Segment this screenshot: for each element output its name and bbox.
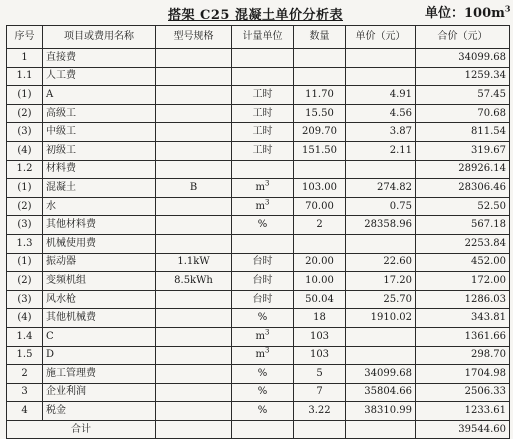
cell-price: 35804.66: [346, 383, 416, 402]
cell-no: (3): [7, 290, 43, 309]
cell-qty: 151.50: [294, 141, 346, 160]
cell-qty: 103.00: [294, 179, 346, 198]
table-row: [7, 309, 510, 328]
cell-name: A: [43, 86, 156, 105]
cell-unit: [232, 272, 294, 291]
table-row: [7, 346, 510, 365]
cell-total: 298.70: [416, 346, 510, 365]
cell-spec: [156, 290, 232, 309]
cell-name: 企业利润: [43, 383, 156, 402]
cell-spec: [156, 141, 232, 160]
cell-unit: [232, 67, 294, 86]
cell-name: C: [43, 327, 156, 346]
cell-spec: [156, 67, 232, 86]
cell-name: 初级工: [43, 141, 156, 160]
cell-unit: [232, 253, 294, 272]
cell-price: 28358.96: [346, 216, 416, 235]
cell-unit: [232, 49, 294, 68]
cell-no: 3: [7, 383, 43, 402]
cell-spec: [156, 383, 232, 402]
cell-total: 1259.34: [416, 67, 510, 86]
table-row: [7, 141, 510, 160]
cell-total: 28306.46: [416, 179, 510, 198]
unit-text: %: [257, 405, 268, 417]
cell-name: 人工费: [43, 67, 156, 86]
cell-name: 施工管理费: [43, 365, 156, 384]
unit-superscript: 3: [265, 179, 270, 188]
cell-unit: [232, 309, 294, 328]
cell-price: 3.87: [346, 123, 416, 142]
footer-total: 39544.60: [416, 420, 510, 439]
cell-spec: [156, 309, 232, 328]
cell-qty: 7: [294, 383, 346, 402]
cell-no: (4): [7, 141, 43, 160]
cell-unit: [232, 365, 294, 384]
cell-unit: [232, 160, 294, 179]
table-title: 搭架 C25 混凝土单价分析表: [168, 8, 343, 23]
cell-unit: [232, 327, 294, 346]
cell-price: [346, 346, 416, 365]
cell-unit: [232, 216, 294, 235]
cell-qty: 18: [294, 309, 346, 328]
cell-spec: [156, 365, 232, 384]
table-row: [7, 123, 510, 142]
cell-price: [346, 160, 416, 179]
cell-spec: B: [156, 179, 232, 198]
cell-name: 机械使用费: [43, 234, 156, 253]
col-header-price: 单价（元）: [346, 26, 416, 49]
table-row: [7, 383, 510, 402]
table-body: [7, 49, 510, 421]
cell-name: 振动器: [43, 253, 156, 272]
cell-total: 34099.68: [416, 49, 510, 68]
unit-text: m: [255, 181, 265, 193]
unit-text: 工时: [252, 107, 273, 119]
cell-price: 2.11: [346, 141, 416, 160]
col-header-unit: 计量单位: [232, 26, 294, 49]
table-row: [7, 365, 510, 384]
cell-spec: [156, 197, 232, 216]
cell-unit: [232, 197, 294, 216]
col-header-qty: 数量: [294, 26, 346, 49]
unit-text: m: [255, 200, 265, 212]
cell-no: 1.1: [7, 67, 43, 86]
cell-price: 38310.99: [346, 402, 416, 421]
cell-no: 1.4: [7, 327, 43, 346]
cell-qty: 10.00: [294, 272, 346, 291]
cell-qty: 11.70: [294, 86, 346, 105]
cell-total: 57.45: [416, 86, 510, 105]
cell-spec: [156, 327, 232, 346]
table-row: [7, 216, 510, 235]
cell-total: 343.81: [416, 309, 510, 328]
unit-text: %: [257, 367, 268, 379]
cell-unit: [232, 290, 294, 309]
table-row: [7, 290, 510, 309]
cell-qty: [294, 49, 346, 68]
cell-price: [346, 327, 416, 346]
unit-text: 台时: [252, 256, 273, 268]
cell-no: 1: [7, 49, 43, 68]
cell-no: 4: [7, 402, 43, 421]
unit-text: 工时: [252, 144, 273, 156]
unit-text: m: [255, 330, 265, 342]
cell-unit: [232, 86, 294, 105]
cell-price: 34099.68: [346, 365, 416, 384]
cell-no: (4): [7, 309, 43, 328]
cell-no: (1): [7, 253, 43, 272]
cell-qty: 70.00: [294, 197, 346, 216]
table-header-area: [0, 0, 513, 24]
footer-empty-cell: [156, 420, 232, 439]
table-row: [7, 86, 510, 105]
cell-qty: 15.50: [294, 104, 346, 123]
cell-unit: [232, 402, 294, 421]
cell-spec: 8.5kWh: [156, 272, 232, 291]
footer-empty-cell: [346, 420, 416, 439]
col-header-spec: 型号规格: [156, 26, 232, 49]
cell-unit: [232, 346, 294, 365]
cell-total: 1233.61: [416, 402, 510, 421]
unit-superscript: 3: [265, 346, 270, 355]
cell-total: 52.50: [416, 197, 510, 216]
unit-text: 工时: [252, 126, 273, 138]
cell-name: 直接费: [43, 49, 156, 68]
cell-price: 25.70: [346, 290, 416, 309]
cell-spec: [156, 123, 232, 142]
cell-name: 高级工: [43, 104, 156, 123]
cell-total: 567.18: [416, 216, 510, 235]
unit-text: 工时: [252, 88, 273, 100]
cell-total: 1361.66: [416, 327, 510, 346]
cell-spec: [156, 234, 232, 253]
cell-name: 风水枪: [43, 290, 156, 309]
cell-price: 0.75: [346, 197, 416, 216]
cell-no: (1): [7, 86, 43, 105]
cell-spec: [156, 49, 232, 68]
cell-price: [346, 49, 416, 68]
cell-qty: 209.70: [294, 123, 346, 142]
footer-label: 合计: [7, 420, 156, 439]
cell-no: (2): [7, 272, 43, 291]
cell-name: 其他机械费: [43, 309, 156, 328]
cell-total: 319.67: [416, 141, 510, 160]
cell-unit: [232, 179, 294, 198]
unit-superscript: 3: [265, 328, 270, 337]
cell-total: 2253.84: [416, 234, 510, 253]
cell-price: 4.56: [346, 104, 416, 123]
cell-price: 1910.02: [346, 309, 416, 328]
cell-spec: [156, 160, 232, 179]
footer-empty-cell: [232, 420, 294, 439]
cell-no: 1.5: [7, 346, 43, 365]
cell-spec: [156, 86, 232, 105]
cell-spec: [156, 346, 232, 365]
cell-total: 1286.03: [416, 290, 510, 309]
table-row: [7, 234, 510, 253]
col-header-name: 项目或费用名称: [43, 26, 156, 49]
unit-label: [425, 2, 510, 21]
cell-qty: [294, 67, 346, 86]
col-header-no: 序号: [7, 26, 43, 49]
unit-text: 台时: [252, 293, 273, 305]
cell-qty: 5: [294, 365, 346, 384]
table-row: [7, 49, 510, 68]
cell-total: 172.00: [416, 272, 510, 291]
cell-spec: [156, 104, 232, 123]
cell-no: (1): [7, 179, 43, 198]
unit-text: 单位：100m: [425, 6, 505, 21]
cell-no: (2): [7, 104, 43, 123]
cell-name: 税金: [43, 402, 156, 421]
cell-total: 1704.98: [416, 365, 510, 384]
cell-price: [346, 234, 416, 253]
cell-no: (3): [7, 216, 43, 235]
cell-name: 水: [43, 197, 156, 216]
cell-name: D: [43, 346, 156, 365]
cell-no: (3): [7, 123, 43, 142]
cell-price: 22.60: [346, 253, 416, 272]
cell-no: 1.2: [7, 160, 43, 179]
table-row: [7, 67, 510, 86]
footer-row: [7, 420, 510, 439]
cell-qty: [294, 234, 346, 253]
unit-text: %: [257, 219, 268, 231]
unit-text: %: [257, 386, 268, 398]
cell-price: [346, 67, 416, 86]
table-row: [7, 402, 510, 421]
table-row: [7, 197, 510, 216]
cell-price: 17.20: [346, 272, 416, 291]
footer-empty-cell: [294, 420, 346, 439]
cell-total: 2506.33: [416, 383, 510, 402]
cell-spec: [156, 216, 232, 235]
cell-unit: [232, 123, 294, 142]
cell-unit: [232, 383, 294, 402]
cell-total: 452.00: [416, 253, 510, 272]
cell-price: 4.91: [346, 86, 416, 105]
cell-qty: 20.00: [294, 253, 346, 272]
cell-unit: [232, 104, 294, 123]
cell-price: 274.82: [346, 179, 416, 198]
unit-text: m: [255, 349, 265, 361]
cell-qty: 103: [294, 327, 346, 346]
unit-superscript: 3: [504, 3, 511, 14]
cell-name: 混凝土: [43, 179, 156, 198]
cell-qty: 50.04: [294, 290, 346, 309]
cell-qty: [294, 160, 346, 179]
table-row: [7, 160, 510, 179]
cell-spec: 1.1kW: [156, 253, 232, 272]
unit-price-analysis-table: [6, 25, 510, 439]
cell-no: (2): [7, 197, 43, 216]
cell-no: 1.3: [7, 234, 43, 253]
table-row: [7, 327, 510, 346]
cell-qty: 3.22: [294, 402, 346, 421]
unit-superscript: 3: [265, 198, 270, 207]
cell-unit: [232, 234, 294, 253]
unit-text: %: [257, 312, 268, 324]
cell-qty: 103: [294, 346, 346, 365]
cell-total: 70.68: [416, 104, 510, 123]
cell-no: 2: [7, 365, 43, 384]
table-row: [7, 104, 510, 123]
col-header-total: 合价（元）: [416, 26, 510, 49]
cell-unit: [232, 141, 294, 160]
cell-name: 其他材料费: [43, 216, 156, 235]
table-row: [7, 272, 510, 291]
cell-total: 28926.14: [416, 160, 510, 179]
cell-name: 材料费: [43, 160, 156, 179]
unit-text: 台时: [252, 274, 273, 286]
cell-name: 中级工: [43, 123, 156, 142]
column-header-row: [7, 26, 510, 49]
cell-spec: [156, 402, 232, 421]
table-row: [7, 253, 510, 272]
cell-total: 811.54: [416, 123, 510, 142]
table-row: [7, 179, 510, 198]
cell-name: 变频机组: [43, 272, 156, 291]
cell-qty: 2: [294, 216, 346, 235]
